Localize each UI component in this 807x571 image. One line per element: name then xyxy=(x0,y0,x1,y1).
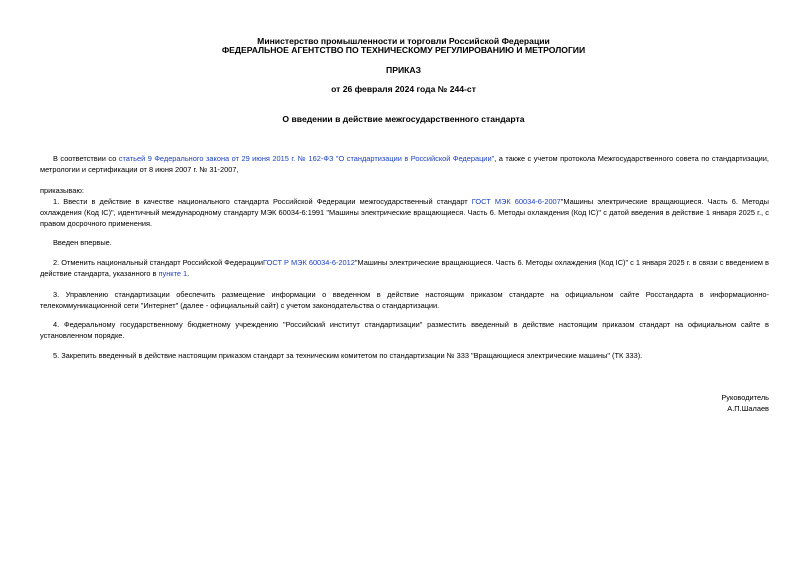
order-word: приказываю: xyxy=(40,186,84,195)
item-4-paragraph: 4. Федеральному государственному бюджетному учреждению "Российский институт стандартизации" разместить введенный в действие настоящим приказом стандарт на официальном сайте в установленном порядке. xyxy=(40,320,769,340)
preamble-text-2: , а также с учетом протокола Межгосударственного совета по стандартизации, метрологии и сертификации от 8 июня 2007 г. № 31-2007, xyxy=(40,154,769,174)
item-1-paragraph xyxy=(40,197,769,229)
item-1-reference-link[interactable]: пункте 1 xyxy=(158,268,188,278)
signature-name: А.П.Шалаев xyxy=(727,404,769,413)
item-2-text-3: . xyxy=(187,268,190,278)
preamble-text-1: В соответствии со xyxy=(53,154,119,163)
item-1-text-2: "Машины электрические вращающиеся. Часть 6. Методы охлаждения (Код IC)", идентичный международному стандарту МЭК 60034-6:1991 "Машины электрические вращающиеся. Часть 6. Методы охлаждения (Код IC)" с датой введения в действие 1 января 2025 г., с правом досрочного применения. xyxy=(40,197,769,228)
signature-position: Руководитель xyxy=(721,393,769,402)
federal-law-link[interactable]: статьей 9 Федерального закона от 29 июня 2015 г. № 162-ФЗ "О стандартизации в Российской Федерации" xyxy=(118,154,495,163)
preamble-paragraph xyxy=(40,154,769,176)
item-2-paragraph xyxy=(40,258,769,280)
ministry-name: Министерство промышленности и торговли Российской Федерации xyxy=(257,36,550,46)
agency-name: ФЕДЕРАЛЬНОЕ АГЕНТСТВО ПО ТЕХНИЧЕСКОМУ РЕГУЛИРОВАНИЮ И МЕТРОЛОГИИ xyxy=(221,45,586,55)
item-2-text-1: 2. Отменить национальный стандарт Российской Федерации xyxy=(53,258,264,267)
document-title: О введении в действие межгосударственного стандарта xyxy=(282,114,525,124)
item-2-text-2: "Машины электрические вращающиеся. Часть 6. Методы охлаждения (Код IC)" с 1 января 2025 г. в связи с введением в действие стандарта, указанного в xyxy=(40,258,769,278)
document-date-number: от 26 февраля 2024 года № 244-ст xyxy=(331,84,476,94)
gost-r-iec-60034-6-2012-link[interactable]: ГОСТ Р МЭК 60034-6-2012 xyxy=(263,258,355,267)
item-1-text-1: 1. Ввести в действие в качестве национального стандарта Российской Федерации межгосударственный стандарт xyxy=(53,197,472,206)
item-3-paragraph: 3. Управлению стандартизации обеспечить размещение информации о введенном в действие настоящим приказом стандарте на официальном сайте Росстандарта в информационно-телекоммуникационной сети "Интернет" (далее - официальный сайт) с учетом законодательства о стандартизации. xyxy=(40,290,769,310)
document-type: ПРИКАЗ xyxy=(386,65,421,75)
item-5-paragraph: 5. Закрепить введенный в действие настоящим приказом стандарт за техническим комитетом по стандартизации № 333 "Вращающиеся электрические машины" (ТК 333). xyxy=(53,351,643,360)
gost-iec-60034-6-2007-link[interactable]: ГОСТ МЭК 60034-6-2007 xyxy=(471,197,561,206)
introduced-note: Введен впервые. xyxy=(53,238,112,247)
